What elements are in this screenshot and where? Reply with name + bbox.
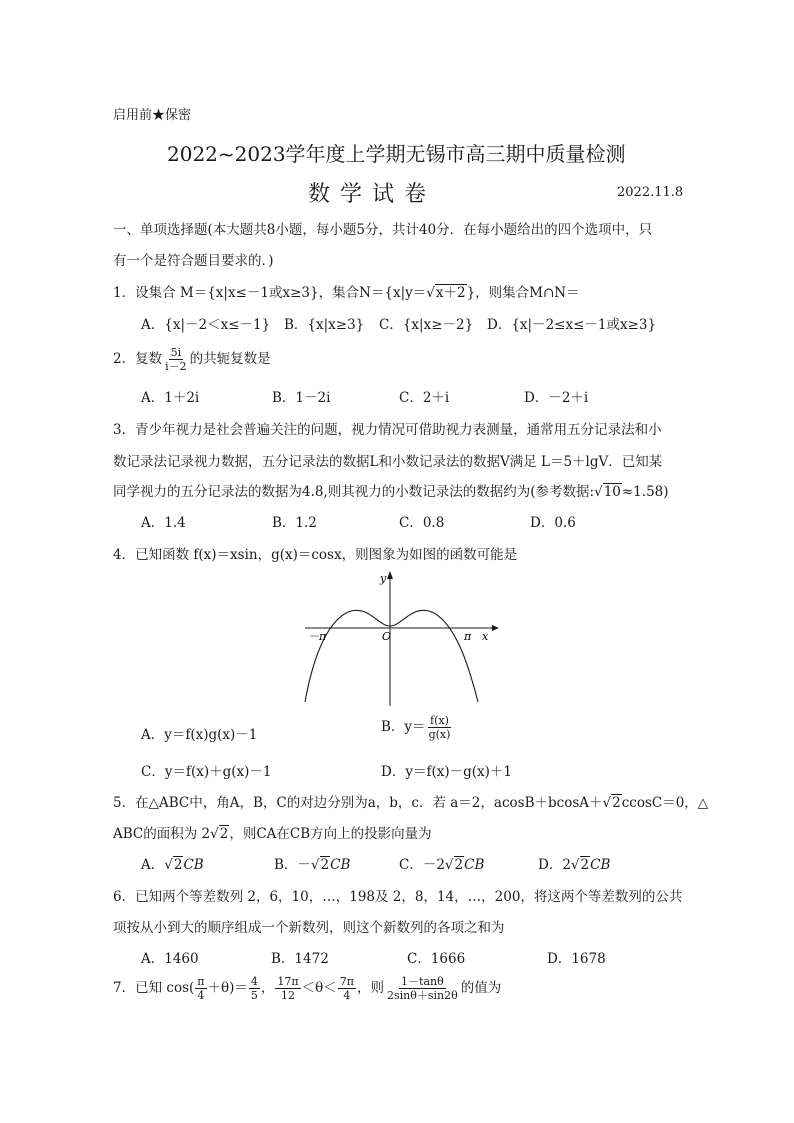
q2-frac-num: 5i xyxy=(170,346,182,359)
q3-option-d[interactable]: D．0.6 xyxy=(530,515,576,531)
q2-stem-a: 2．复数 xyxy=(113,351,163,367)
q2-option-b[interactable]: B．1－2i xyxy=(272,390,331,406)
pi-label: π xyxy=(464,630,472,643)
sqrt-sign: √2 xyxy=(570,857,590,873)
q5-b-vector: CB xyxy=(330,857,351,873)
q5-a-prefix: A． xyxy=(141,857,165,873)
q7-stem-c: ， xyxy=(260,980,275,996)
q7-f4-den: 4 xyxy=(343,989,351,1002)
q6-option-c[interactable]: C．1666 xyxy=(407,951,466,967)
q1-stem xyxy=(113,281,580,301)
q7-f5-den: 2sinθ＋sin2θ xyxy=(387,989,458,1002)
q1-option-a[interactable]: A．{x|－2＜x≤－1} xyxy=(141,317,271,333)
q7-f3-num: 17π xyxy=(277,975,299,988)
q2-stem-b: 的共轭复数是 xyxy=(189,351,271,367)
q5-a-radicand: 2 xyxy=(173,857,183,873)
q7-f1-num: π xyxy=(197,975,205,988)
q3-line3 xyxy=(113,480,669,500)
y-axis-arrow-icon xyxy=(387,571,393,579)
q2-option-c[interactable]: C．2＋i xyxy=(399,390,450,406)
q5-line1 xyxy=(113,791,708,811)
neg-pi-label: －π xyxy=(308,630,327,643)
y-axis-label: y xyxy=(380,572,387,585)
confidential-label: 启用前★保密 xyxy=(113,108,192,123)
q1-radicand: x＋2 xyxy=(435,285,466,301)
q7-stem xyxy=(113,975,501,1002)
section-intro-line2: 有一个是符合题目要求的．) xyxy=(113,253,274,269)
q4-option-b-a: B．y＝ xyxy=(381,719,426,735)
q5-line1-a: 5．在△ABC中，角A，B，C的对边分别为a，b，c．若 a＝2，acosB＋bcosA＋ xyxy=(113,795,603,811)
x-axis-arrow-icon xyxy=(492,625,499,631)
q5-b-radicand: 2 xyxy=(320,857,330,873)
q3-option-b[interactable]: B．1.2 xyxy=(272,515,317,531)
q4-stem: 4．已知函数 f(x)＝xsin，g(x)＝cosx，则图象为如图的函数可能是 xyxy=(113,547,518,563)
q6-option-a[interactable]: A．1460 xyxy=(141,951,199,967)
sqrt-sign: √x＋2 xyxy=(426,285,466,301)
q5-d-prefix: D．2 xyxy=(538,857,571,873)
q5-c-radicand: 2 xyxy=(454,857,464,873)
q3-line1: 3．青少年视力是社会普遍关注的问题，视力情况可借助视力表测量，通常用五分记录法和小 xyxy=(113,422,662,438)
q2-fraction xyxy=(163,346,189,373)
q7-stem-a: 7．已知 cos( xyxy=(113,980,195,996)
function-curve xyxy=(305,610,478,702)
q7-stem-e: ，则 xyxy=(357,980,385,996)
q5-c-vector: CB xyxy=(464,857,485,873)
q7-frac-2 xyxy=(249,975,260,1002)
q5-option-d[interactable] xyxy=(538,853,610,873)
q3-line2: 数记录法记录视力数据，五分记录法的数据L和小数记录法的数据V满足 L＝5＋lgV．已知某 xyxy=(113,454,663,470)
q2-option-d[interactable]: D．－2＋i xyxy=(524,390,589,406)
q4-option-b-fraction xyxy=(427,714,453,741)
q5-line2-b: ，则CA在CB方向上的投影向量为 xyxy=(229,826,432,842)
sqrt-sign: √2 xyxy=(444,857,464,873)
q7-stem-f: 的值为 xyxy=(460,980,502,996)
origin-label: O xyxy=(382,630,392,643)
q5-line2-radicand: 2 xyxy=(219,826,229,842)
q6-option-b[interactable]: B．1472 xyxy=(271,951,329,967)
sqrt-sign: √2 xyxy=(310,857,330,873)
q3-option-a[interactable]: A．1.4 xyxy=(141,515,186,531)
q2-frac-den: i－2 xyxy=(165,360,187,373)
q7-f5-num: 1－tanθ xyxy=(401,975,444,988)
q4-function-graph xyxy=(300,568,500,708)
q6-line2: 项按从小到大的顺序组成一个新数列，则这个新数列的各项之和为 xyxy=(113,920,505,936)
q7-f2-den: 5 xyxy=(250,989,258,1002)
q5-line2-a: ABC的面积为 2 xyxy=(113,826,211,842)
q5-d-vector: CB xyxy=(590,857,611,873)
q1-option-c[interactable]: C．{x|x≥－2} xyxy=(379,317,474,333)
q3-radicand: 10 xyxy=(603,484,621,500)
q5-option-c[interactable] xyxy=(399,853,484,873)
q5-line2 xyxy=(113,822,432,842)
q2-stem xyxy=(113,346,271,373)
q5-option-b[interactable] xyxy=(274,853,350,873)
section-intro-line1: 一、单项选择题(本大题共8小题，每小题5分，共计40分．在每小题给出的四个选项中，只 xyxy=(113,222,653,238)
q5-line1-radicand: 2 xyxy=(612,795,621,811)
q7-frac-5 xyxy=(385,975,460,1002)
q7-frac-1 xyxy=(195,975,206,1002)
q3-option-c[interactable]: C．0.8 xyxy=(399,515,445,531)
q7-f4-num: 7π xyxy=(339,975,355,988)
exam-date: 2022.11.8 xyxy=(617,185,684,200)
exam-title: 2022~2023学年度上学期无锡市高三期中质量检测 xyxy=(167,142,626,166)
q4-b-num: f(x) xyxy=(430,714,449,727)
q3-line3-a: 同学视力的五分记录法的数据为4.8,则其视力的小数记录法的数据约为(参考数据: xyxy=(113,484,595,500)
q6-option-d[interactable]: D．1678 xyxy=(547,951,606,967)
sqrt-sign: √10 xyxy=(594,484,621,500)
q5-line1-b: ccosC＝0，△ xyxy=(621,795,709,811)
q3-line3-b: ≈1.58) xyxy=(621,484,669,500)
subject-title: 数学试卷 xyxy=(308,182,437,207)
x-axis-label: x xyxy=(482,630,489,643)
sqrt-sign: √2 xyxy=(602,795,621,811)
q4-option-c[interactable]: C．y＝f(x)＋g(x)－1 xyxy=(141,764,272,780)
q5-c-prefix: C．－2 xyxy=(399,857,445,873)
q1-stem-b: }，则集合M∩N＝ xyxy=(466,285,580,301)
q4-option-b[interactable] xyxy=(381,714,453,741)
q5-option-a[interactable] xyxy=(141,853,204,873)
q1-option-d[interactable]: D．{x|－2≤x≤－1或x≥3} xyxy=(487,317,657,333)
sqrt-sign: √2 xyxy=(210,826,229,842)
q5-b-prefix: B．－ xyxy=(274,857,311,873)
q2-option-a[interactable]: A．1＋2i xyxy=(141,390,200,406)
q7-f3-den: 12 xyxy=(281,989,296,1002)
q4-b-den: g(x) xyxy=(428,728,451,741)
q1-stem-a: 1．设集合 M＝{x|x≤－1或x≥3}，集合N＝{x|y＝ xyxy=(113,285,427,301)
q4-option-d[interactable]: D．y＝f(x)－g(x)＋1 xyxy=(381,764,512,780)
q7-stem-b: ＋θ)＝ xyxy=(207,980,248,996)
q7-stem-d: ＜θ＜ xyxy=(301,980,337,996)
q6-line1: 6．已知两个等差数列 2，6，10，…，198及 2，8，14，…，200，将这两个等差数列的公共 xyxy=(113,889,683,905)
q7-f2-num: 4 xyxy=(250,975,258,988)
q5-a-vector: CB xyxy=(183,857,204,873)
sqrt-sign: √2 xyxy=(164,857,183,873)
q4-option-a[interactable]: A．y＝f(x)g(x)－1 xyxy=(141,727,258,743)
q7-frac-3 xyxy=(275,975,300,1002)
q5-d-radicand: 2 xyxy=(580,857,590,873)
q7-f1-den: 4 xyxy=(197,989,205,1002)
q7-frac-4 xyxy=(338,975,356,1002)
q1-option-b[interactable]: B．{x|x≥3} xyxy=(284,317,365,333)
